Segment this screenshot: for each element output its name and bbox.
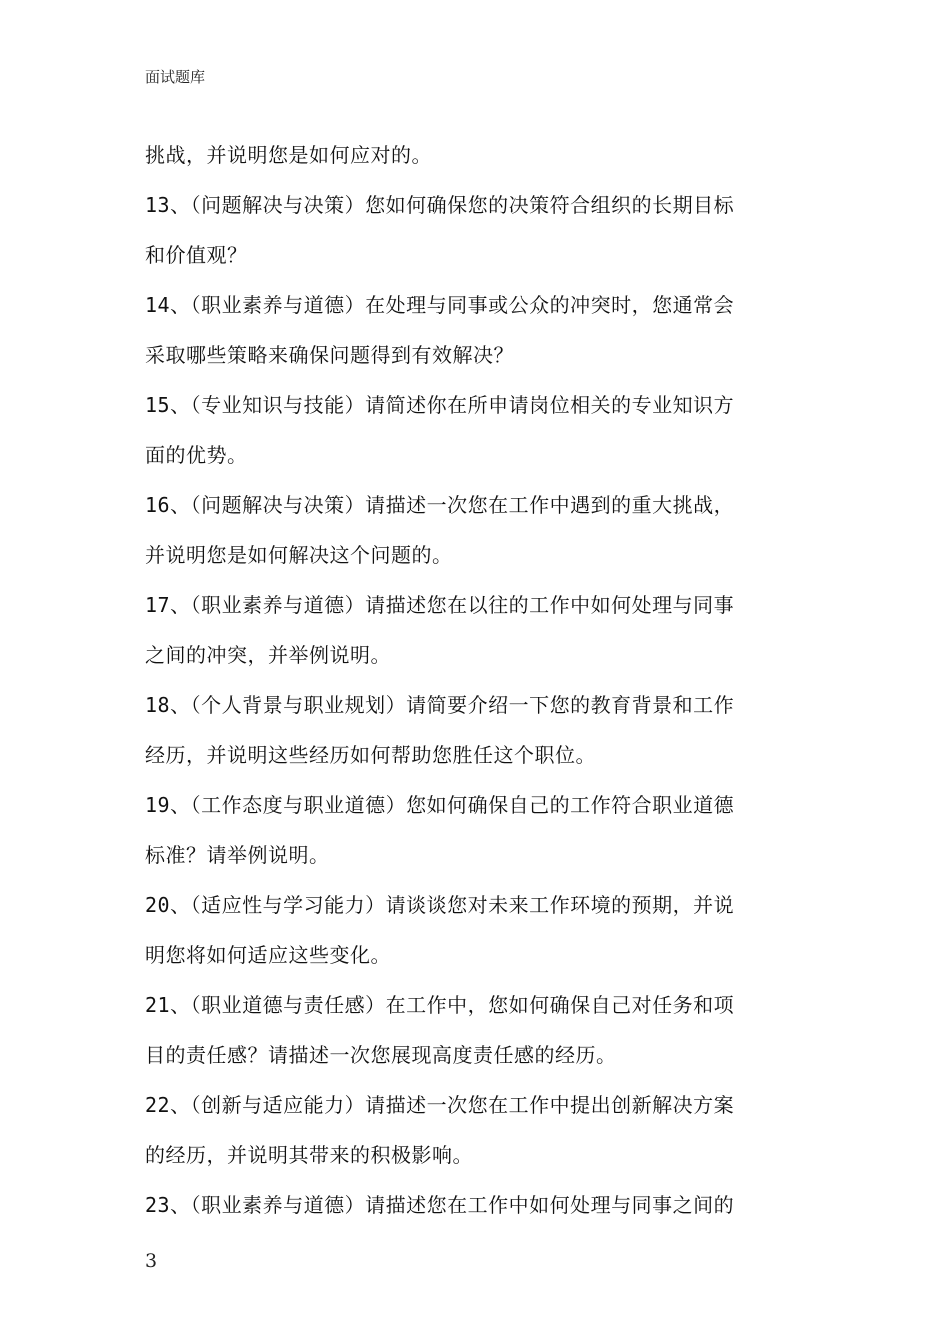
text-line: 17、（职业素养与道德）请描述您在以往的工作中如何处理与同事 — [145, 593, 735, 617]
text-line: 13、（问题解决与决策）您如何确保您的决策符合组织的长期目标 — [145, 193, 735, 217]
text-line: 经历，并说明这些经历如何帮助您胜任这个职位。 — [145, 743, 596, 767]
text-line: 和价值观？ — [145, 243, 248, 267]
text-line: 23、（职业素养与道德）请描述您在工作中如何处理与同事之间的 — [145, 1193, 735, 1217]
text-line: 21、（职业道德与责任感）在工作中，您如何确保自己对任务和项 — [145, 993, 735, 1017]
text-line: 22、（创新与适应能力）请描述一次您在工作中提出创新解决方案 — [145, 1093, 735, 1117]
text-line: 采取哪些策略来确保问题得到有效解决？ — [145, 343, 514, 367]
text-line: 20、（适应性与学习能力）请谈谈您对未来工作环境的预期，并说 — [145, 893, 735, 917]
text-line: 16、（问题解决与决策）请描述一次您在工作中遇到的重大挑战， — [145, 493, 735, 517]
text-line: 的经历，并说明其带来的积极影响。 — [145, 1143, 473, 1167]
text-line: 15、（专业知识与技能）请简述你在所申请岗位相关的专业知识方 — [145, 393, 735, 417]
text-line: 明您将如何适应这些变化。 — [145, 943, 391, 967]
document-body — [145, 130, 815, 1230]
text-line: 19、（工作态度与职业道德）您如何确保自己的工作符合职业道德 — [145, 793, 735, 817]
text-line: 标准？请举例说明。 — [145, 843, 330, 867]
text-line: 面的优势。 — [145, 443, 248, 467]
text-line: 18、（个人背景与职业规划）请简要介绍一下您的教育背景和工作 — [145, 693, 735, 717]
text-line: 之间的冲突，并举例说明。 — [145, 643, 391, 667]
text-line: 并说明您是如何解决这个问题的。 — [145, 543, 453, 567]
text-line: 14、（职业素养与道德）在处理与同事或公众的冲突时，您通常会 — [145, 293, 735, 317]
text-line: 目的责任感？请描述一次您展现高度责任感的经历。 — [145, 1043, 617, 1067]
page-header: 面试题库 — [145, 68, 206, 86]
page-number: 3 — [145, 1250, 158, 1272]
text-line: 挑战，并说明您是如何应对的。 — [145, 143, 432, 167]
